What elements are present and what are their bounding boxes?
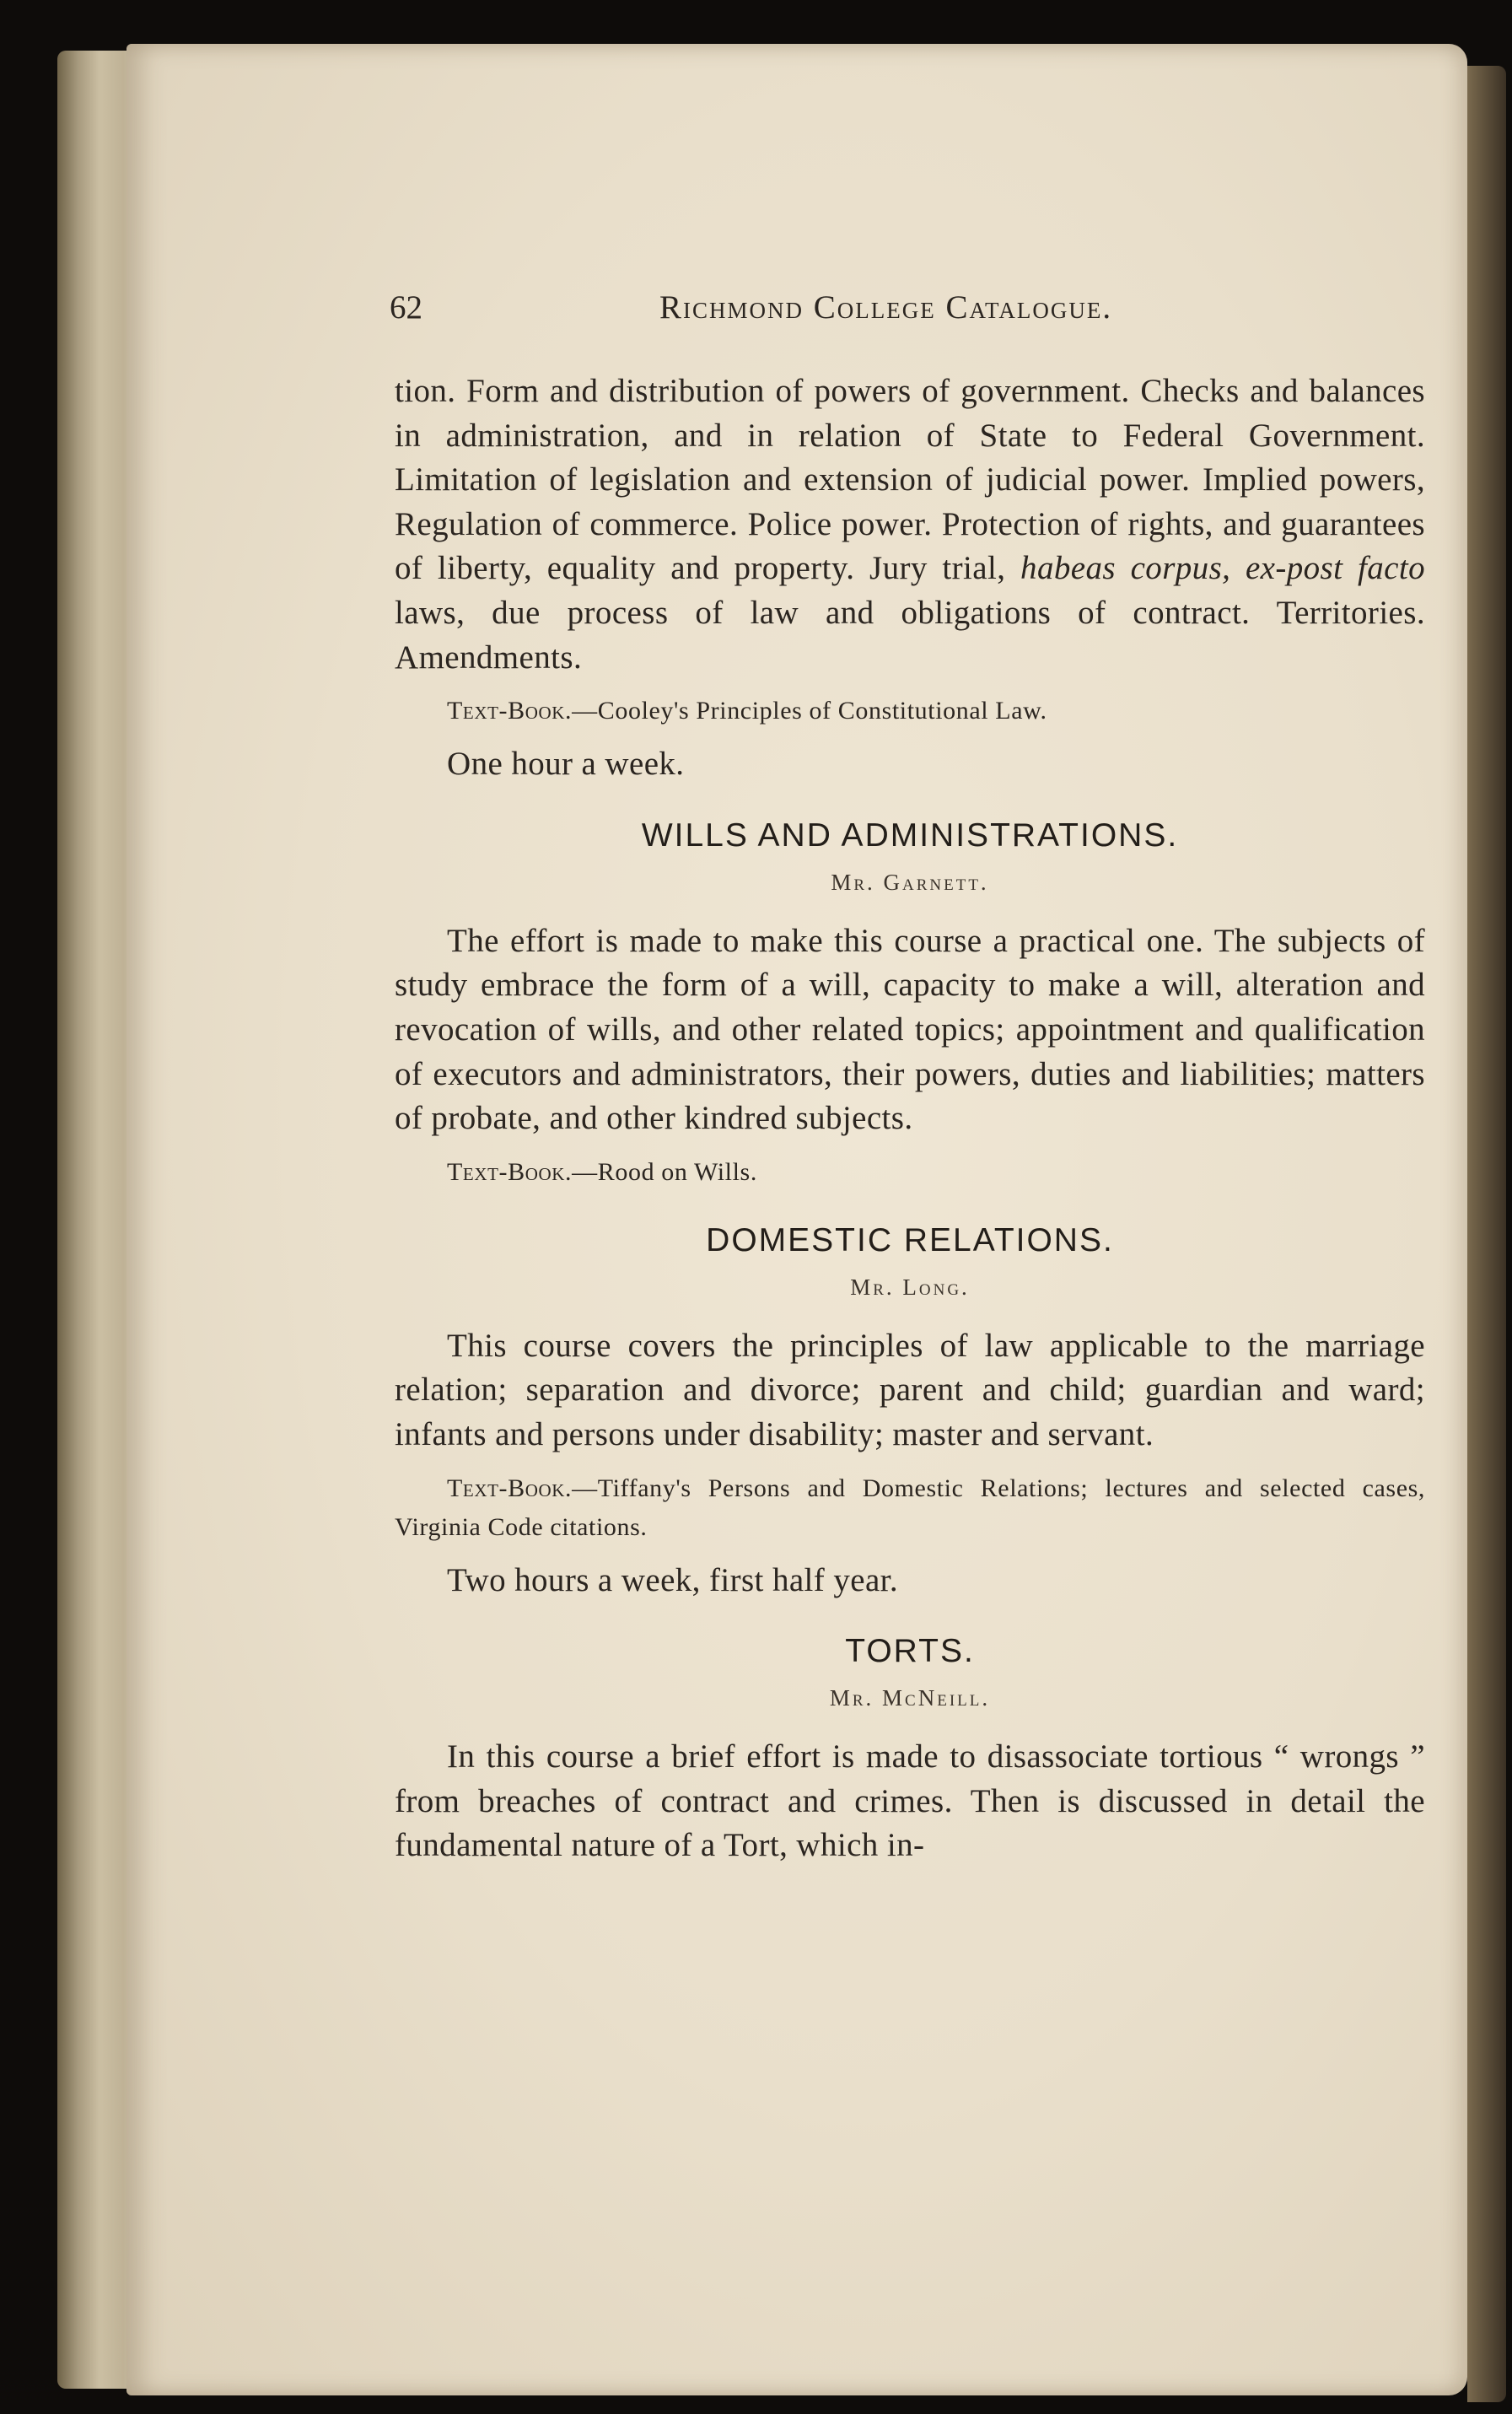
domestic-relations-body: This course covers the principles of law applicable to the marriage relation; separation and divorce; parent and child; guardian and ward; infants and persons under disability; master and servant. [395, 1327, 1425, 1452]
section-heading-wills: WILLS AND ADMINISTRATIONS. [641, 816, 1179, 854]
instructor-wills: Mr. Garnett. [831, 869, 989, 895]
body-text: tion. Form and distribution of powers of government. Checks and balances in administration, and in relation of State to Federal Government. Limitation of legislation and extension of judicial power. Implied powers, Regulation of commerce. Police power. Protection of rights, and guarantees of liberty, equality and property. Jury trial, [395, 373, 1425, 587]
domestic-relations-hours: Two hours a week, first half year. [447, 1561, 899, 1598]
section-heading-torts: TORTS. [845, 1633, 975, 1670]
instructor-domestic-relations: Mr. Long. [850, 1274, 970, 1300]
domestic-relations-textbook [395, 1469, 1425, 1547]
textbook-label: Text-Book. [447, 1157, 573, 1186]
instructor-torts: Mr. McNeill. [829, 1685, 991, 1711]
wills-textbook [395, 1153, 1425, 1192]
section-heading-domestic-relations: DOMESTIC RELATIONS. [706, 1221, 1114, 1258]
book-cover-edge [1467, 66, 1506, 2402]
textbook-label: Text-Book. [447, 697, 573, 725]
textbook-title: —Rood on Wills. [572, 1157, 757, 1186]
running-header [390, 288, 1182, 339]
torts-body: In this course a brief effort is made to disassociate tortious “ wrongs ” from breaches of contract and crimes. Then is discussed in detail the fundamental nature of a Tort, which in- [395, 1738, 1425, 1864]
constitutional-law-body [395, 369, 1425, 680]
textbook-label: Text-Book. [447, 1474, 573, 1502]
page-number: 62 [390, 289, 422, 326]
body-text: laws, due process of law and obligations of contract. Territories. Amendments. [395, 594, 1425, 676]
textbook-title: —Tiffany's Persons and Domestic Relations; lectures and selected cases, Virginia Code citations. [395, 1474, 1425, 1541]
page-text [395, 369, 1425, 1868]
textbook-title: —Cooley's Principles of Constitutional Law. [572, 697, 1047, 725]
constitutional-law-textbook [395, 692, 1425, 730]
constitutional-law-hours: One hour a week. [447, 746, 685, 783]
running-title: Richmond College Catalogue. [659, 289, 1113, 326]
italic-latin-terms: habeas corpus, ex-post facto [1020, 550, 1425, 587]
wills-body: The effort is made to make this course a practical one. The subjects of study embrace the form of a will, capacity to make a will, alteration and revocation of wills, and other related topics; appointment and qualification of executors and administrators, their powers, duties and liabilities; matters of probate, and other kindred subjects. [395, 922, 1425, 1137]
